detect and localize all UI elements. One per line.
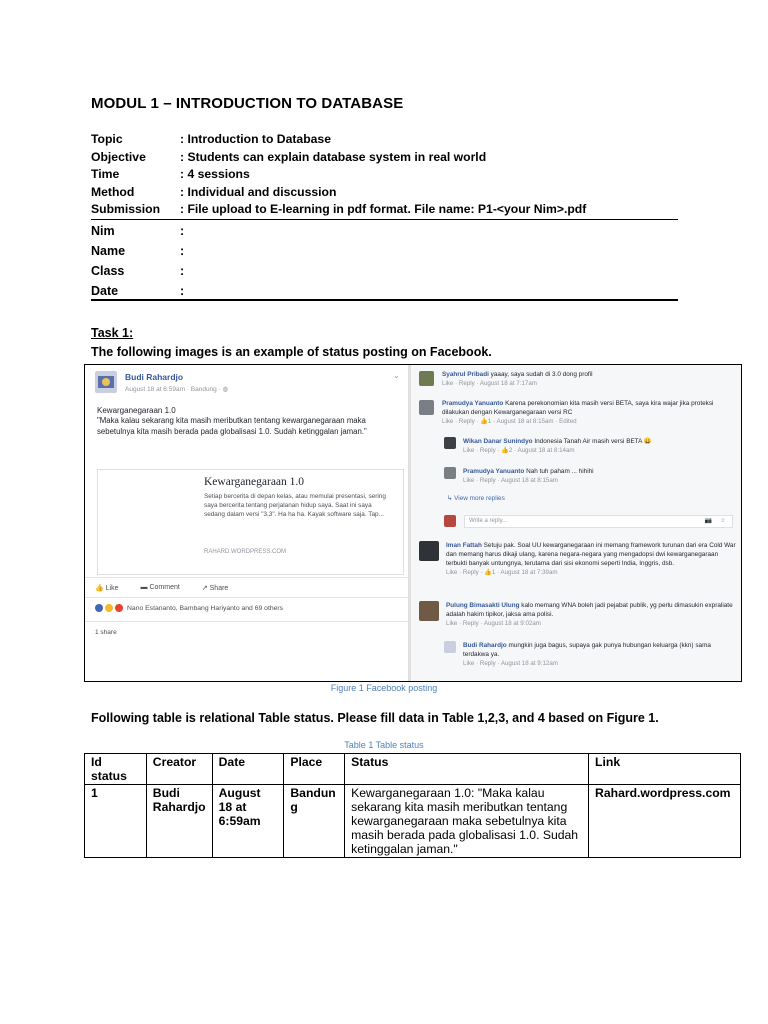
meta-method: Method : Individual and discussion [91, 184, 337, 199]
table-header-row [85, 754, 741, 785]
table-row [85, 785, 741, 858]
avatar [444, 437, 456, 449]
link-preview-card[interactable] [97, 469, 404, 575]
cell-creator: Budi Rahardjo [146, 785, 212, 858]
field-date: Date : [91, 284, 185, 298]
reactions-summary[interactable]: Nano Estananto, Bambang Hariyanto and 69 others [95, 604, 283, 612]
post-meta: August 18 at 6:59am · Bandung · ◍ [125, 386, 229, 393]
column-header: Creator [146, 754, 212, 785]
task-title: Task 1: [91, 326, 134, 340]
column-header: Place [284, 754, 345, 785]
cell-date: August 18 at 6:59am [212, 785, 284, 858]
haha-reaction-icon [105, 604, 113, 612]
divider [85, 577, 408, 578]
table-caption: Table 1 Table status [344, 740, 424, 750]
meta-objective: Objective : Students can explain database system in real world [91, 149, 487, 164]
status-table [84, 753, 741, 858]
column-header: Link [589, 754, 741, 785]
reply: Pramudya Yanuanto Nah tuh paham ... hihihi Like · Reply · August 18 at 8:15am [463, 468, 594, 484]
reply: Wikan Danar Sunindyo Indonesia Tanah Air masih versi BETA 😀 Like · Reply · 👍2 · August 18 at 8:14am [463, 438, 652, 454]
avatar [444, 467, 456, 479]
share-icon: ↗ [201, 585, 208, 592]
card-thumbnail [98, 470, 196, 574]
card-body: Setiap bercerita di depan kelas, atau memulai presentasi, sering saya bercerita tentang perjalanan hidup saya. Saat ini saya sedang dalam versi "3.3". Ha ha ha. Kayak software saja. Tap... [204, 493, 386, 518]
divider [91, 299, 678, 301]
divider [85, 597, 408, 598]
comment: Pramudya Yanuanto Karena perekonomian kita masih versi BETA, saya kira wajar jika proteksi dilakukan dengan Kewarganegaraan versi RC Like · Reply · 👍1 · August 18 at 8:15am · Edited [442, 400, 714, 425]
thumbs-up-icon: 👍 [95, 585, 104, 592]
share-button[interactable]: ↗ Share [201, 585, 229, 592]
reply-input[interactable]: Write a reply... 📷 ☺ [464, 515, 733, 528]
avatar [444, 515, 456, 527]
field-class: Class : [91, 264, 185, 278]
meta-time: Time : 4 sessions [91, 167, 250, 181]
post-text-title: Kewarganegaraan 1.0 [97, 406, 176, 415]
column-header: Status [345, 754, 589, 785]
page-title: MODUL 1 – INTRODUCTION TO DATABASE [91, 95, 404, 112]
chevron-down-icon[interactable]: ⌄ [393, 371, 400, 380]
post-actions [95, 584, 228, 592]
module-meta [91, 131, 678, 219]
figure-caption: Figure 1 Facebook posting [330, 683, 438, 693]
avatar [419, 601, 439, 621]
globe-icon: ◍ [222, 386, 229, 393]
meta-submission: Submission : File upload to E-learning in pdf format. File name: P1-<your Nim>.pdf [91, 202, 587, 216]
student-fields [91, 221, 678, 301]
column-header: Date [212, 754, 284, 785]
view-more-replies-link[interactable]: ↳ View more replies [447, 495, 505, 502]
column-header: Id status [85, 754, 147, 785]
divider [85, 621, 408, 622]
post-text-body: "Maka kalau sekarang kita masih meributkan tentang kewarganegaraan maka sebetulnya kita masih berada pada globalisasi 1.0. Sudah ketinggalan jaman." [97, 416, 367, 436]
card-source: RAHARD.WORDPRESS.COM [204, 549, 287, 555]
comment-button[interactable]: ▬ Comment [140, 584, 180, 591]
avatar [419, 371, 434, 386]
love-reaction-icon [115, 604, 123, 612]
comment: Syahrul Pribadi yaaay, saya sudah di 3.0 dong profil Like · Reply · August 18 at 7:17am [442, 371, 593, 387]
cell-place: Bandung [284, 785, 345, 858]
reply: Budi Rahardjo mungkin juga bagus, supaya gak punya hubungan keluarga (kkn) sama terdakwa ya. Like · Reply · August 18 at 9:12am [463, 642, 711, 667]
facebook-figure [84, 364, 742, 682]
cell-status: Kewarganegaraan 1.0: "Maka kalau sekarang kita masih meributkan tentang kewarganegaraan maka sebetulnya kita masih berada pada globalisasi 1.0. Sudah ketinggalan jaman." [345, 785, 589, 858]
avatar [419, 541, 439, 561]
instruction-text: Following table is relational Table status. Please fill data in Table 1,2,3, and 4 based on Figure 1. [91, 711, 659, 725]
comment: Pulung Bimasakti Ulung kalo memang WNA boleh jadi pejabat publik, yg perlu dimasukin expraliate adalah hakim tipikor, jaksa ama polisi. Like · Reply · August 18 at 9:02am [446, 602, 733, 627]
avatar [444, 641, 456, 653]
share-count[interactable]: 1 share [95, 629, 117, 636]
like-reaction-icon [95, 604, 103, 612]
emoji-icon[interactable]: ☺ [719, 518, 726, 524]
like-button[interactable]: 👍 Like [95, 585, 119, 592]
post-author[interactable]: Budi Rahardjo [125, 372, 184, 382]
cell-id: 1 [85, 785, 147, 858]
facebook-post [85, 365, 408, 681]
comment: Iman Fattah Setuju pak. Soal UU kewarganegaraan ini memang framework turunan dari era Cold War dan memang harus dikaji ulang, karena negara-negara yang mengadopsi dwi kewarganegaraan terbukti banyak untungnya, terutama dari sisi ekonomi seperti India, Inggris, dsb. Like · Reply · 👍1 · August 18 at 7:39am [446, 542, 736, 576]
divider [91, 219, 678, 220]
cell-link: Rahard.wordpress.com [589, 785, 741, 858]
card-title: Kewarganegaraan 1.0 [204, 476, 305, 488]
avatar [95, 371, 117, 393]
comment-icon: ▬ [140, 584, 148, 591]
field-name: Name : [91, 244, 185, 258]
camera-icon[interactable]: 📷 [704, 518, 712, 524]
avatar-image-icon [95, 371, 117, 393]
field-nim: Nim : [91, 224, 185, 238]
avatar [419, 400, 434, 415]
task-description: The following images is an example of status posting on Facebook. [91, 345, 492, 359]
comments-panel [411, 365, 741, 681]
meta-topic: Topic : Introduction to Database [91, 132, 331, 146]
